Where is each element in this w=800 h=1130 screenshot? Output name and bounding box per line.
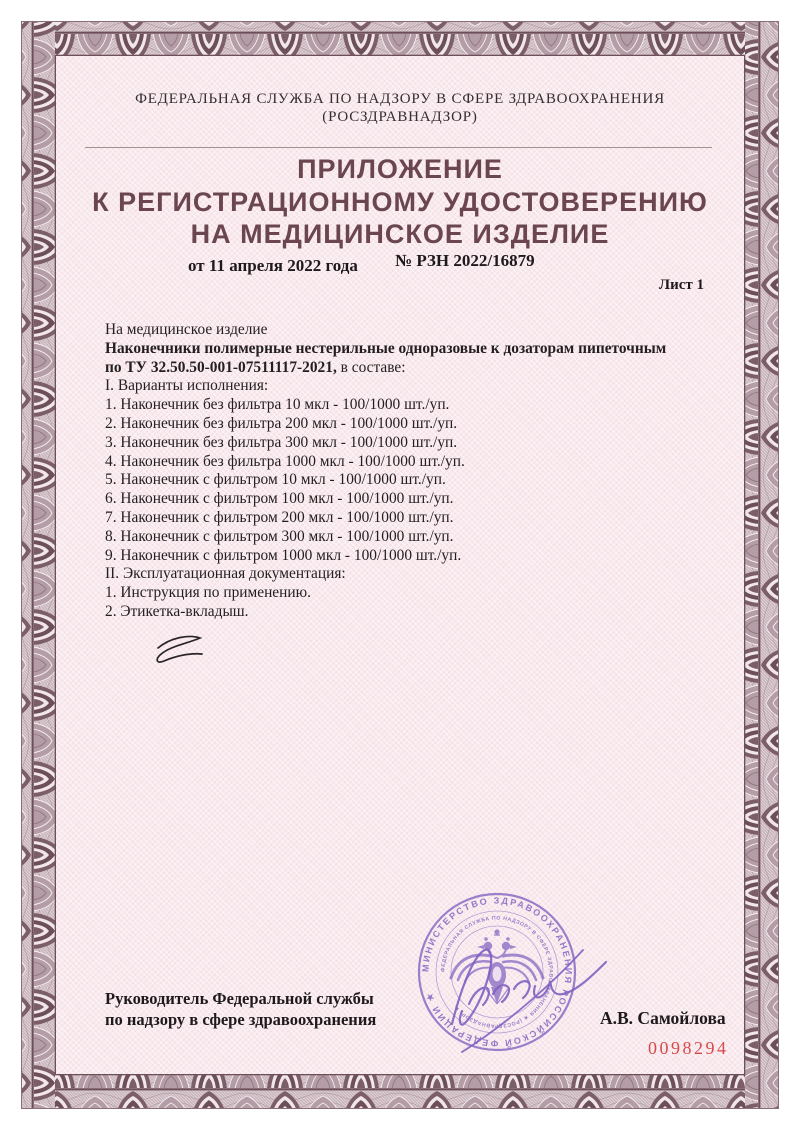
- agency-name: ФЕДЕРАЛЬНАЯ СЛУЖБА ПО НАДЗОРУ В СФЕРЕ ЗДРАВООХРАНЕНИЯ: [135, 91, 665, 107]
- variant-item: 3. Наконечник без фильтра 300 мкл - 100/1000 шт./уп.: [105, 433, 458, 451]
- variant-item: 8. Наконечник с фильтром 300 мкл - 100/1000 шт./уп.: [105, 527, 454, 545]
- header-divider: [85, 147, 712, 148]
- agency-header: [57, 90, 743, 126]
- variant-item: 4. Наконечник без фильтра 1000 мкл - 100/1000 шт./уп.: [105, 452, 465, 470]
- document-body: [105, 321, 750, 622]
- doc-title-line2: К РЕГИСТРАЦИОННОМУ УДОСТОВЕРЕНИЮ: [92, 187, 708, 217]
- agency-short-name: (РОСЗДРАВНАДЗОР): [322, 109, 478, 125]
- doc-item: 2. Этикетка-вкладыш.: [105, 602, 249, 620]
- signatory-role: [105, 988, 435, 1030]
- sheet-number: Лист 1: [658, 277, 704, 293]
- variant-item: 2. Наконечник без фильтра 200 мкл - 100/1000 шт./уп.: [105, 414, 458, 432]
- product-name-line2: [105, 359, 750, 378]
- doc-title-line3: НА МЕДИЦИНСКОЕ ИЗДЕЛИЕ: [190, 219, 610, 249]
- form-serial-number: 0098294: [648, 1038, 729, 1058]
- intro-line: На медицинское изделие: [105, 321, 268, 338]
- registration-number: № РЗН 2022/16879: [395, 251, 535, 270]
- product-name-line1: Наконечники полимерные нестерильные одноразовые к дозаторам пипеточным: [105, 339, 667, 357]
- stamp-outer-ring-text: МИНИСТЕРСТВО ЗДРАВООХРАНЕНИЯ РОССИЙСКОЙ ФЕДЕРАЦИИ ★: [420, 895, 574, 1049]
- signatory-name: А.В. Самойлова: [600, 1008, 726, 1028]
- signatory-role-line1: Руководитель Федеральной службы: [105, 989, 374, 1008]
- variant-item: 7. Наконечник с фильтром 200 мкл - 100/1000 шт./уп.: [105, 508, 454, 526]
- signature-autograph: [413, 928, 613, 1058]
- signatory-role-line2: по надзору в сфере здравоохранения: [105, 1010, 377, 1029]
- doc-title-line1: ПРИЛОЖЕНИЕ: [297, 154, 503, 184]
- doc-item: 1. Инструкция по применению.: [105, 584, 311, 602]
- stamp-inner-ring-text: ФЕДЕРАЛЬНАЯ СЛУЖБА ПО НАДЗОРУ В СФЕРЕ ЗДРАВООХРАНЕНИЯ ★ (РОСЗДРАВНАДЗОР) ★: [440, 915, 554, 1029]
- variant-item: 5. Наконечник с фильтром 10 мкл - 100/1000 шт./уп.: [105, 471, 446, 489]
- end-of-text-mark: [148, 628, 212, 676]
- product-tu-number: по ТУ 32.50.50-001-07511117-2021,: [105, 358, 337, 376]
- variant-item: 9. Наконечник с фильтром 1000 мкл - 100/1000 шт./уп.: [105, 546, 462, 564]
- variant-item: 6. Наконечник с фильтром 100 мкл - 100/1000 шт./уп.: [105, 490, 454, 508]
- section1-title: I. Варианты исполнения:: [105, 377, 269, 395]
- product-composition-label: в составе:: [336, 358, 406, 376]
- issue-date: от 11 апреля 2022 года: [188, 256, 358, 275]
- section2-title: II. Эксплуатационная документация:: [105, 565, 346, 583]
- variant-item: 1. Наконечник без фильтра 10 мкл - 100/1000 шт./уп.: [105, 396, 450, 414]
